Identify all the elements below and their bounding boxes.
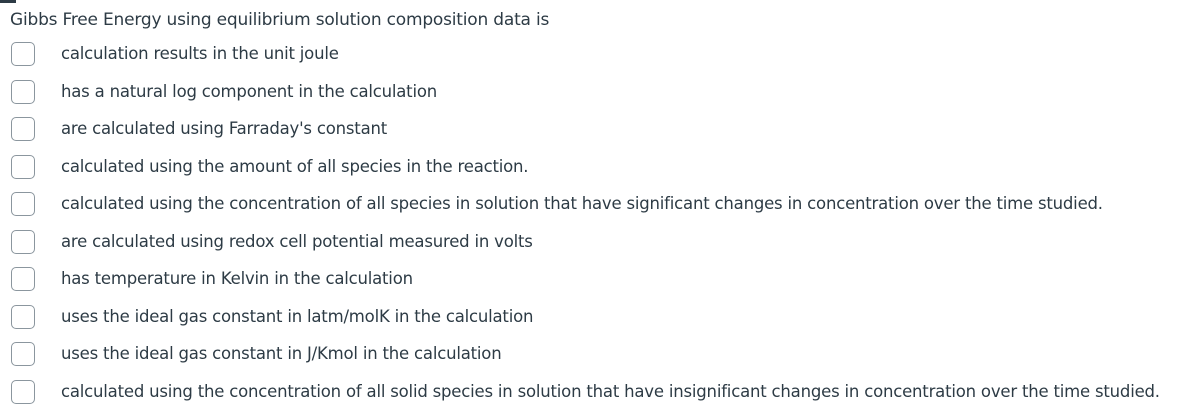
- checkbox[interactable]: [11, 305, 35, 329]
- answer-option[interactable]: [0, 223, 1200, 261]
- answer-option[interactable]: [0, 335, 1200, 373]
- option-label[interactable]: uses the ideal gas constant in latm/molK in the calculation: [61, 306, 534, 326]
- checkbox[interactable]: [11, 342, 35, 366]
- option-label[interactable]: calculated using the concentration of all species in solution that have significant changes in concentration over the time studied.: [61, 194, 1103, 213]
- checkbox[interactable]: [11, 155, 35, 179]
- answer-option[interactable]: [0, 73, 1200, 111]
- answer-options-list: [0, 35, 1200, 410]
- answer-option[interactable]: [0, 148, 1200, 186]
- option-label[interactable]: has a natural log component in the calculation: [61, 81, 437, 101]
- answer-option[interactable]: [0, 35, 1200, 73]
- answer-option[interactable]: [0, 373, 1200, 411]
- checkbox[interactable]: [11, 117, 35, 141]
- answer-option[interactable]: [0, 260, 1200, 298]
- question-text: Gibbs Free Energy using equilibrium solution composition data is: [10, 10, 550, 30]
- checkbox[interactable]: [11, 192, 35, 216]
- checkbox[interactable]: [11, 380, 35, 404]
- answer-option[interactable]: [0, 298, 1200, 336]
- option-label[interactable]: calculated using the concentration of all solid species in solution that have insignificant changes in concentration over the time studied.: [61, 381, 1160, 401]
- option-label[interactable]: are calculated using Farraday's constant: [61, 119, 388, 138]
- option-label[interactable]: are calculated using redox cell potential measured in volts: [61, 231, 533, 251]
- corner-mark: [0, 0, 16, 3]
- option-label[interactable]: uses the ideal gas constant in J/Kmol in the calculation: [61, 344, 502, 363]
- answer-option[interactable]: [0, 185, 1200, 223]
- checkbox[interactable]: [11, 267, 35, 291]
- option-label[interactable]: has temperature in Kelvin in the calculation: [61, 269, 413, 288]
- option-label[interactable]: calculated using the amount of all species in the reaction.: [61, 156, 529, 176]
- checkbox[interactable]: [11, 230, 35, 254]
- option-label[interactable]: calculation results in the unit joule: [61, 44, 339, 63]
- checkbox[interactable]: [11, 80, 35, 104]
- checkbox[interactable]: [11, 42, 35, 66]
- answer-option[interactable]: [0, 110, 1200, 148]
